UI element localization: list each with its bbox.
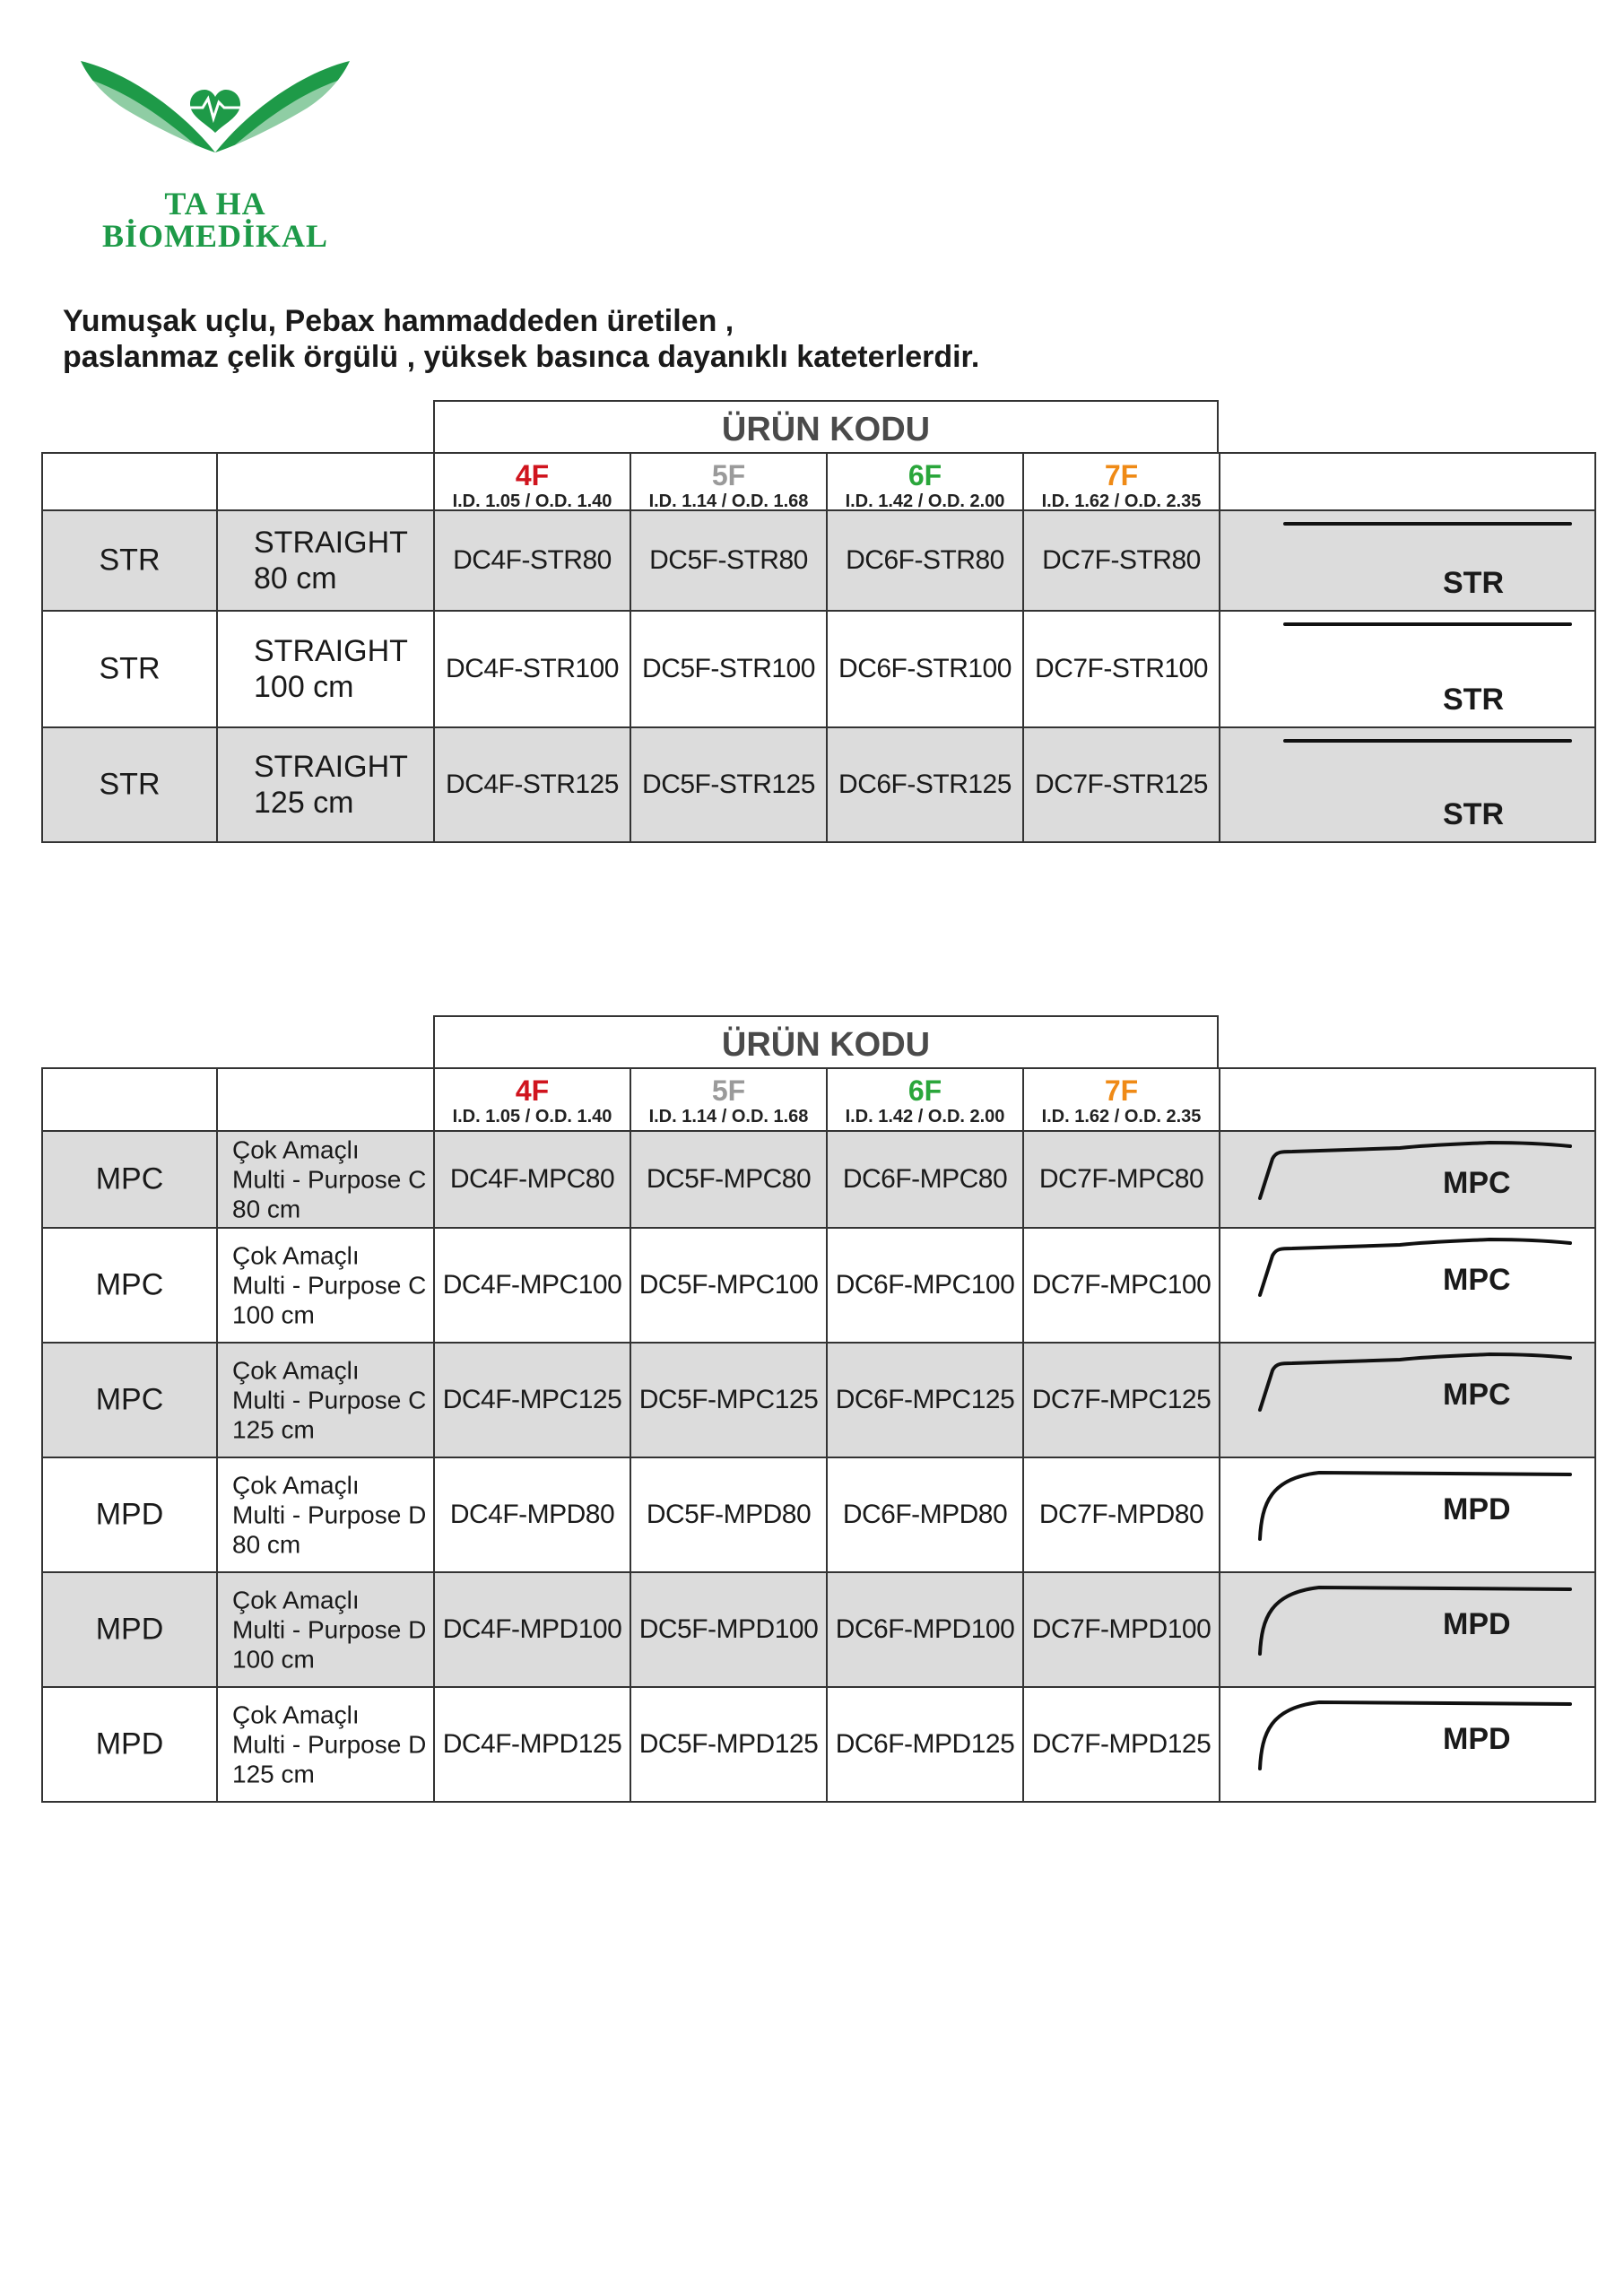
intro-line-1: Yumuşak uçlu, Pebax hammaddeden üretilen , xyxy=(63,304,734,338)
model-abbr-cell xyxy=(43,511,218,610)
size-label: 5F xyxy=(711,459,746,491)
product-code-cell xyxy=(631,1344,828,1457)
size-label: 7F xyxy=(1104,459,1139,491)
size-dimensions: I.D. 1.14 / O.D. 1.68 xyxy=(648,1107,809,1126)
product-code: DC7F-STR125 xyxy=(1035,770,1208,799)
product-code: DC4F-STR80 xyxy=(453,545,612,575)
description-line: Multi - Purpose D xyxy=(232,1615,427,1644)
product-code: DC6F-STR125 xyxy=(838,770,1012,799)
model-description xyxy=(254,749,408,821)
header-empty-cell xyxy=(218,454,435,509)
table-row xyxy=(41,612,1596,728)
product-code-cell xyxy=(828,1132,1024,1227)
product-code-cell xyxy=(828,511,1024,610)
model-description-cell xyxy=(218,1344,435,1457)
table-row xyxy=(41,1458,1596,1573)
table-row xyxy=(41,1573,1596,1688)
model-description xyxy=(232,1241,426,1330)
product-code-cell xyxy=(631,612,828,726)
product-code: DC6F-MPD80 xyxy=(842,1500,1008,1529)
product-code: DC4F-MPD100 xyxy=(442,1614,622,1644)
catheter-shape-str-icon xyxy=(1220,511,1595,610)
model-abbr-cell xyxy=(43,612,218,726)
company-logo xyxy=(72,54,359,260)
table-row xyxy=(41,1344,1596,1458)
description-line: 80 cm xyxy=(232,1530,301,1559)
shape-label: MPD xyxy=(1443,1722,1511,1756)
product-code-header: ÜRÜN KODU xyxy=(433,1015,1219,1067)
size-dimensions: I.D. 1.05 / O.D. 1.40 xyxy=(452,491,612,511)
product-code-cell xyxy=(631,728,828,841)
product-code: DC6F-MPD125 xyxy=(835,1729,1015,1759)
product-code-cell xyxy=(435,1132,631,1227)
catheter-shape-mpc-icon xyxy=(1220,1344,1595,1457)
product-code-cell xyxy=(631,1458,828,1571)
size-label: 4F xyxy=(515,459,550,491)
catheter-shape-str-icon xyxy=(1220,612,1595,726)
model-description xyxy=(232,1586,426,1674)
product-code-cell xyxy=(828,1688,1024,1801)
shape-cell xyxy=(1220,1688,1596,1801)
header-empty-cell xyxy=(218,1069,435,1130)
product-code: DC7F-STR100 xyxy=(1035,654,1208,683)
product-code-cell xyxy=(435,1573,631,1686)
product-code: DC4F-MPC80 xyxy=(449,1164,615,1194)
product-code-cell xyxy=(631,1229,828,1342)
size-header-4f xyxy=(435,454,631,509)
model-abbr: STR xyxy=(99,543,161,578)
product-code: DC7F-MPD80 xyxy=(1038,1500,1204,1529)
model-abbr-cell xyxy=(43,728,218,841)
product-code-cell xyxy=(435,1688,631,1801)
description-line: STRAIGHT xyxy=(254,526,408,560)
product-code-cell xyxy=(1024,1688,1220,1801)
product-code: DC4F-MPD125 xyxy=(442,1729,622,1759)
size-dimensions: I.D. 1.62 / O.D. 2.35 xyxy=(1041,1107,1202,1126)
product-code: DC4F-STR125 xyxy=(446,770,619,799)
table-row xyxy=(41,511,1596,612)
description-line: Çok Amaçlı xyxy=(232,1586,360,1614)
model-description-cell xyxy=(218,1573,435,1686)
model-abbr: MPD xyxy=(95,1612,164,1647)
product-code: DC5F-STR80 xyxy=(649,545,808,575)
product-code-cell xyxy=(1024,1229,1220,1342)
description-line: Çok Amaçlı xyxy=(232,1356,360,1385)
description-line: STRAIGHT xyxy=(254,634,408,668)
size-header-7f xyxy=(1024,1069,1220,1130)
model-description-cell xyxy=(218,612,435,726)
product-code-cell xyxy=(1024,511,1220,610)
product-code: DC7F-MPC100 xyxy=(1031,1270,1211,1300)
description-line: 80 cm xyxy=(232,1195,301,1223)
description-line: 125 cm xyxy=(232,1415,315,1444)
description-line: 125 cm xyxy=(254,786,354,820)
product-code: DC5F-MPD100 xyxy=(638,1614,819,1644)
shape-cell xyxy=(1220,612,1596,726)
product-code-cell xyxy=(435,1229,631,1342)
description-line: Multi - Purpose C xyxy=(232,1386,427,1414)
description-line: Multi - Purpose D xyxy=(232,1730,427,1759)
brand-name-line-2: BİOMEDİKAL xyxy=(101,218,329,254)
description-line: Çok Amaçlı xyxy=(232,1241,360,1270)
product-code: DC7F-MPC80 xyxy=(1038,1164,1204,1194)
intro-text xyxy=(63,303,1498,375)
product-code: DC5F-MPD80 xyxy=(646,1500,812,1529)
product-code-cell xyxy=(435,612,631,726)
size-dimensions: I.D. 1.62 / O.D. 2.35 xyxy=(1041,491,1202,511)
model-description xyxy=(232,1700,426,1789)
shape-label: MPC xyxy=(1443,1378,1511,1412)
header-shape-cell xyxy=(1220,454,1596,509)
size-dimensions: I.D. 1.14 / O.D. 1.68 xyxy=(648,491,809,511)
product-code-header: ÜRÜN KODU xyxy=(433,400,1219,452)
product-code: DC5F-MPC100 xyxy=(638,1270,819,1300)
catheter-shape-mpc-icon xyxy=(1220,1132,1595,1227)
product-code-cell xyxy=(828,1229,1024,1342)
header-empty-cell xyxy=(43,454,218,509)
product-code-cell xyxy=(828,728,1024,841)
winged-heart-logo-icon xyxy=(72,54,359,188)
table-row xyxy=(41,728,1596,843)
catheter-shape-mpd-icon xyxy=(1220,1688,1595,1801)
product-code: DC6F-MPC125 xyxy=(835,1385,1015,1414)
product-code-cell xyxy=(631,1132,828,1227)
product-code-cell xyxy=(1024,728,1220,841)
product-code-cell xyxy=(631,1688,828,1801)
product-code-cell xyxy=(1024,1344,1220,1457)
model-description xyxy=(232,1356,426,1445)
product-code: DC6F-STR100 xyxy=(838,654,1012,683)
shape-label: MPC xyxy=(1443,1263,1511,1297)
product-code-cell xyxy=(1024,1458,1220,1571)
description-line: 80 cm xyxy=(254,561,337,596)
description-line: 100 cm xyxy=(254,670,354,704)
product-code: DC4F-MPC100 xyxy=(442,1270,622,1300)
size-dimensions: I.D. 1.42 / O.D. 2.00 xyxy=(845,491,1005,511)
shape-label: STR xyxy=(1443,683,1504,717)
model-abbr: STR xyxy=(99,767,161,802)
shape-cell xyxy=(1220,511,1596,610)
description-line: Multi - Purpose C xyxy=(232,1271,427,1300)
description-line: Multi - Purpose D xyxy=(232,1500,427,1529)
shape-cell xyxy=(1220,1132,1596,1227)
product-code: DC6F-MPD100 xyxy=(835,1614,1015,1644)
size-header-5f xyxy=(631,454,828,509)
model-abbr-cell xyxy=(43,1229,218,1342)
model-description xyxy=(254,633,408,705)
model-abbr-cell xyxy=(43,1573,218,1686)
shape-label: MPC xyxy=(1443,1166,1511,1200)
description-line: Çok Amaçlı xyxy=(232,1135,360,1164)
intro-line-2: paslanmaz çelik örgülü , yüksek basınca dayanıklı kateterlerdir. xyxy=(63,340,980,374)
description-line: 100 cm xyxy=(232,1645,315,1674)
model-abbr: MPC xyxy=(95,1382,164,1417)
shape-cell xyxy=(1220,1458,1596,1571)
description-line: 125 cm xyxy=(232,1760,315,1788)
description-line: Çok Amaçlı xyxy=(232,1700,360,1729)
product-code: DC5F-MPC125 xyxy=(638,1385,819,1414)
size-label: 5F xyxy=(711,1074,746,1107)
product-code-cell xyxy=(435,511,631,610)
product-code: DC4F-STR100 xyxy=(446,654,619,683)
size-header-6f xyxy=(828,1069,1024,1130)
product-code: DC5F-STR125 xyxy=(642,770,815,799)
model-description-cell xyxy=(218,1688,435,1801)
size-header-row xyxy=(41,452,1596,511)
product-code-cell xyxy=(631,511,828,610)
model-description xyxy=(254,525,408,596)
product-code: DC7F-STR80 xyxy=(1042,545,1201,575)
model-abbr: MPD xyxy=(95,1497,164,1532)
model-description xyxy=(232,1135,426,1224)
model-abbr-cell xyxy=(43,1688,218,1801)
size-dimensions: I.D. 1.42 / O.D. 2.00 xyxy=(845,1107,1005,1126)
table-row xyxy=(41,1229,1596,1344)
shape-cell xyxy=(1220,1573,1596,1686)
product-code-cell xyxy=(435,1344,631,1457)
model-description-cell xyxy=(218,1132,435,1227)
shape-label: STR xyxy=(1443,566,1504,600)
header-shape-cell xyxy=(1220,1069,1596,1130)
size-header-row xyxy=(41,1067,1596,1132)
model-description xyxy=(232,1471,426,1560)
product-code-cell xyxy=(435,1458,631,1571)
product-code: DC7F-MPD125 xyxy=(1031,1729,1211,1759)
product-code: DC4F-MPD80 xyxy=(449,1500,615,1529)
shape-cell xyxy=(1220,1344,1596,1457)
product-code-cell xyxy=(631,1573,828,1686)
catheter-shape-str-icon xyxy=(1220,728,1595,841)
size-header-6f xyxy=(828,454,1024,509)
shape-cell xyxy=(1220,1229,1596,1342)
size-label: 6F xyxy=(908,459,942,491)
product-code-cell xyxy=(435,728,631,841)
product-code-cell xyxy=(1024,1132,1220,1227)
shape-label: MPD xyxy=(1443,1607,1511,1641)
size-dimensions: I.D. 1.05 / O.D. 1.40 xyxy=(452,1107,612,1126)
product-code: DC5F-MPC80 xyxy=(646,1164,812,1194)
header-empty-cell xyxy=(43,1069,218,1130)
shape-label: MPD xyxy=(1443,1492,1511,1526)
product-code: DC5F-MPD125 xyxy=(638,1729,819,1759)
size-label: 7F xyxy=(1104,1074,1139,1107)
description-line: Multi - Purpose C xyxy=(232,1165,427,1194)
product-code-cell xyxy=(828,1344,1024,1457)
model-abbr: STR xyxy=(99,651,161,686)
product-code-cell xyxy=(1024,612,1220,726)
product-code: DC6F-MPC80 xyxy=(842,1164,1008,1194)
catheter-shape-mpd-icon xyxy=(1220,1458,1595,1571)
product-code: DC4F-MPC125 xyxy=(442,1385,622,1414)
model-description-cell xyxy=(218,1229,435,1342)
product-code: DC7F-MPD100 xyxy=(1031,1614,1211,1644)
model-abbr-cell xyxy=(43,1344,218,1457)
catheter-shape-mpc-icon xyxy=(1220,1229,1595,1342)
description-line: Çok Amaçlı xyxy=(232,1471,360,1500)
product-code: DC6F-STR80 xyxy=(846,545,1004,575)
product-code-cell xyxy=(828,1573,1024,1686)
size-label: 4F xyxy=(515,1074,550,1107)
table-row xyxy=(41,1688,1596,1803)
model-abbr: MPC xyxy=(95,1267,164,1302)
model-description-cell xyxy=(218,1458,435,1571)
description-line: STRAIGHT xyxy=(254,750,408,784)
product-code-cell xyxy=(828,612,1024,726)
product-code: DC5F-STR100 xyxy=(642,654,815,683)
size-label: 6F xyxy=(908,1074,942,1107)
shape-label: STR xyxy=(1443,797,1504,831)
size-header-5f xyxy=(631,1069,828,1130)
model-abbr-cell xyxy=(43,1132,218,1227)
description-line: 100 cm xyxy=(232,1300,315,1329)
catheter-shape-mpd-icon xyxy=(1220,1573,1595,1686)
product-code-cell xyxy=(828,1458,1024,1571)
model-description-cell xyxy=(218,511,435,610)
product-code: DC6F-MPC100 xyxy=(835,1270,1015,1300)
table-row xyxy=(41,1132,1596,1229)
model-description-cell xyxy=(218,728,435,841)
model-abbr-cell xyxy=(43,1458,218,1571)
model-abbr: MPC xyxy=(95,1161,164,1196)
brand-name-line-1: TA HA xyxy=(164,186,266,222)
product-code-cell xyxy=(1024,1573,1220,1686)
shape-cell xyxy=(1220,728,1596,841)
size-header-4f xyxy=(435,1069,631,1130)
model-abbr: MPD xyxy=(95,1726,164,1761)
product-code: DC7F-MPC125 xyxy=(1031,1385,1211,1414)
size-header-7f xyxy=(1024,454,1220,509)
